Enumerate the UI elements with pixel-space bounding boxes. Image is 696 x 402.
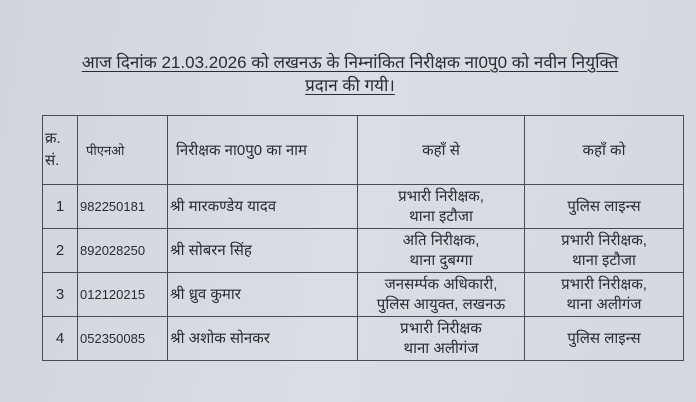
cell-to xyxy=(525,273,684,317)
cell-name: श्री सोबरन सिंह xyxy=(168,229,358,273)
from-line-1: अति निरीक्षक, xyxy=(402,231,480,249)
cell-pno: 982250181 xyxy=(78,185,168,229)
heading-text-1: आज दिनांक 21.03.2026 को लखनऊ के निम्नांकित निरीक्षक ना0पु0 को नवीन नियुक्ति xyxy=(81,53,619,72)
to-line-1: प्रभारी निरीक्षक, xyxy=(561,275,647,293)
cell-pno: 012120215 xyxy=(78,273,168,317)
table-row xyxy=(43,185,684,229)
from-line-2: पुलिस आयुक्त, लखनऊ xyxy=(376,295,506,313)
heading-line-2 xyxy=(40,73,660,96)
header-serial: क्र. सं. xyxy=(43,116,78,185)
header-from: कहाँ से xyxy=(358,116,525,185)
cell-name: श्री अशोक सोनकर xyxy=(168,317,358,361)
posting-table xyxy=(42,115,684,361)
header-pno: पीएनओ xyxy=(78,116,168,185)
from-line-1: जनसर्म्पक अधिकारी, xyxy=(384,275,498,293)
to-line-2: थाना इटौजा xyxy=(572,251,636,269)
to-line-1: पुलिस लाइन्स xyxy=(567,197,641,215)
from-line-2: थाना अलीगंज xyxy=(403,339,479,357)
from-line-2: थाना दुबग्गा xyxy=(409,251,473,269)
heading-text-2: प्रदान की गयी। xyxy=(305,76,395,95)
from-line-1: प्रभारी निरीक्षक, xyxy=(398,187,484,205)
from-line-2: थाना इटौजा xyxy=(409,207,473,225)
cell-from xyxy=(358,229,525,273)
cell-name: श्री ध्रुव कुमार xyxy=(168,273,358,317)
cell-to xyxy=(525,185,684,229)
heading-line-1 xyxy=(40,50,660,73)
cell-pno: 892028250 xyxy=(78,229,168,273)
header-to: कहाँ को xyxy=(525,116,684,185)
table-row xyxy=(43,317,684,361)
to-line-1: पुलिस लाइन्स xyxy=(567,329,641,347)
cell-from xyxy=(358,317,525,361)
cell-from xyxy=(358,185,525,229)
from-line-1: प्रभारी निरीक्षक xyxy=(400,319,482,337)
cell-name: श्री मारकण्डेय यादव xyxy=(168,185,358,229)
header-name: निरीक्षक ना0पु0 का नाम xyxy=(168,116,358,185)
cell-to xyxy=(525,317,684,361)
cell-serial: 3 xyxy=(43,273,78,317)
table-row xyxy=(43,273,684,317)
cell-to xyxy=(525,229,684,273)
to-line-1: प्रभारी निरीक्षक, xyxy=(561,231,647,249)
to-line-2: थाना अलीगंज xyxy=(566,295,642,313)
cell-from xyxy=(358,273,525,317)
table-header-row xyxy=(43,116,684,185)
cell-serial: 2 xyxy=(43,229,78,273)
cell-serial: 4 xyxy=(43,317,78,361)
cell-serial: 1 xyxy=(43,185,78,229)
table-row xyxy=(43,229,684,273)
cell-pno: 052350085 xyxy=(78,317,168,361)
